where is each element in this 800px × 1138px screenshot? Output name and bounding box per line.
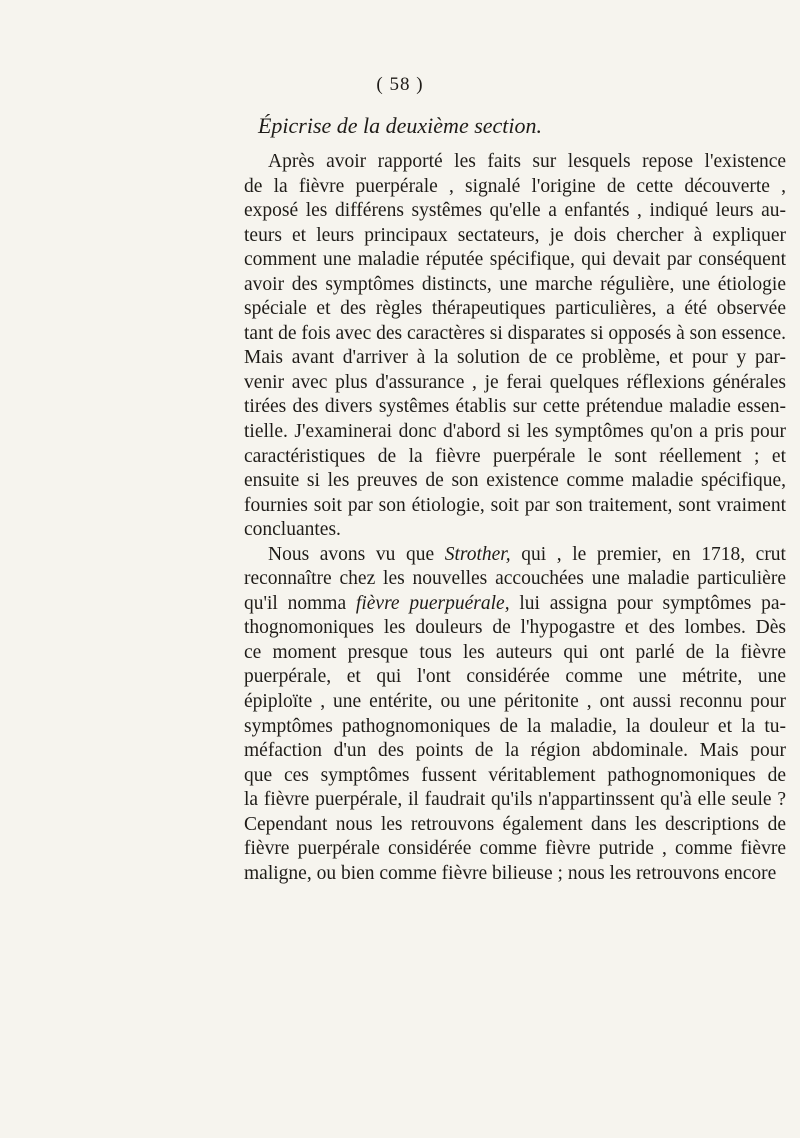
text-line: reconnaître chez les nouvelles accouchées une maladie particulière [244,568,786,590]
text-line: Nous avons vu que Strother, qui , le premier, en 1718, crut [268,543,786,565]
text-line: maligne, ou bien comme fièvre bilieuse ; nous les retrouvons encore [244,862,777,884]
text-line: la fièvre puerpérale, il faudrait qu'ils n'appartinssent qu'à elle seule ? [244,789,786,811]
text-line: ce moment presque tous les auteurs qui ont parlé de la fièvre [244,641,786,663]
text-line: fièvre puerpérale considérée comme fièvre putride , comme fièvre [244,838,786,860]
page-number: ( 58 ) [376,74,424,95]
text-line: exposé les différens systêmes qu'elle a enfantés , indiqué leurs au- [244,200,786,222]
text-line: venir avec plus d'assurance , je ferai quelques réflexions générales [244,371,786,393]
text-line: comment une maladie réputée spécifique, qui devait par conséquent [244,249,786,271]
text-line: puerpérale, et qui l'ont considérée comme une métrite, une [244,666,786,688]
section-title: Épicrise de la deuxième section. [257,113,543,138]
italic-term: fièvre puerpuérale, [355,592,510,614]
text-line: Après avoir rapporté les faits sur lesquels repose l'existence [268,151,786,172]
text-line: spéciale et des règles thérapeutiques particulières, a été observée [244,298,786,320]
text-line: concluantes. [244,519,341,541]
text-line: tielle. J'examinerai donc d'abord si les symptômes qu'on a pris pour [244,421,786,443]
italic-term: Strother, [444,543,511,565]
text-line: épiploïte , une entérite, ou une péritonite , ont aussi reconnu pour [244,691,786,713]
text-line: qu'il nomma fièvre puerpuérale, lui assigna pour symptômes pa- [244,592,787,614]
text-line: tant de fois avec des caractères si disparates si opposés à son essence. [244,322,787,344]
body-text [244,150,786,886]
text-line: avoir des symptômes distincts, une marche régulière, une étiologie [244,273,786,295]
text-line: que ces symptômes fussent véritablement pathognomoniques de [244,764,786,786]
text-line: fournies soit par son étiologie, soit par son traitement, sont vraiment [244,494,786,516]
text-line: symptômes pathognomoniques de la maladie, la douleur et la tu- [244,715,786,737]
text-line: de la fièvre puerpérale , signalé l'origine de cette découverte , [244,175,786,197]
text-line: caractéristiques de la fièvre puerpérale le sont réellement ; et [244,445,786,467]
text-line: méfaction d'un des points de la région abdominale. Mais pour [244,740,786,762]
text-line: Cependant nous les retrouvons également dans les descriptions de [244,813,786,835]
text-line: ensuite si les preuves de son existence comme maladie spécifique, [244,470,786,492]
text-line: tirées des divers systêmes établis sur cette prétendue maladie essen- [244,396,786,418]
text-line: thognomoniques les douleurs de l'hypogastre et des lombes. Dès [244,617,786,639]
text-line: Mais avant d'arriver à la solution de ce problème, et pour y par- [244,347,786,369]
text-line: teurs et leurs principaux sectateurs, je dois chercher à expliquer [244,224,786,246]
